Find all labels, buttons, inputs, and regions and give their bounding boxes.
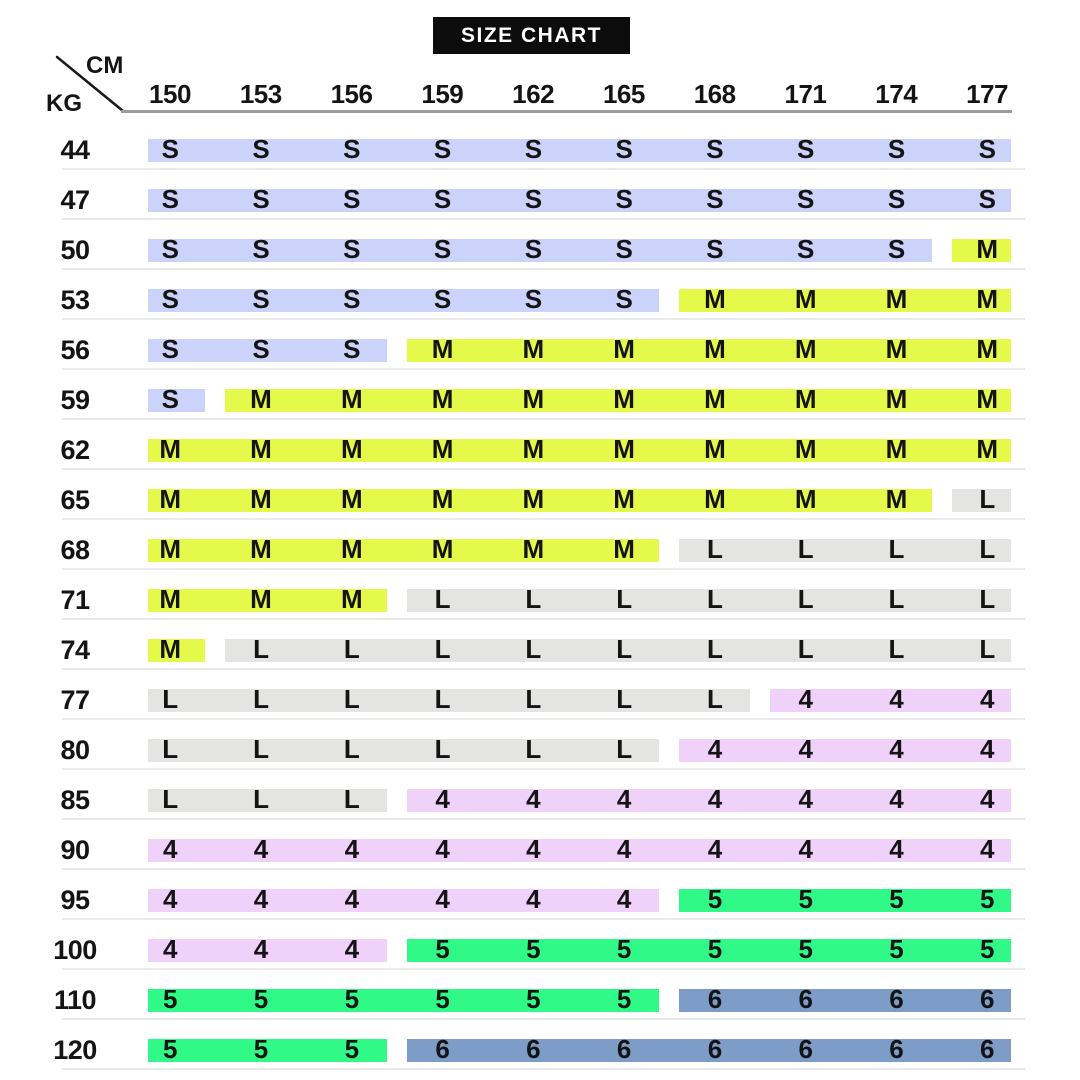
height-header-159: 159 <box>421 79 464 109</box>
size-cell: S <box>615 284 633 314</box>
size-cell: 6 <box>707 1034 722 1064</box>
size-cell: L <box>434 584 451 614</box>
size-cell: M <box>613 434 635 464</box>
size-cell: S <box>433 184 451 214</box>
size-row-53 <box>0 275 1080 325</box>
size-cell: S <box>887 234 905 264</box>
size-cell: M <box>159 584 181 614</box>
kg-label: 68 <box>60 535 90 565</box>
size-cell: 5 <box>435 934 450 964</box>
size-cell: 6 <box>980 984 994 1014</box>
size-cell: S <box>524 284 542 314</box>
size-cell: 4 <box>798 784 813 814</box>
size-cell: M <box>340 484 363 514</box>
size-cell: S <box>161 334 179 364</box>
size-cell: M <box>704 484 726 514</box>
size-row-47 <box>0 175 1080 225</box>
size-cell: L <box>343 684 360 714</box>
size-cell: S <box>252 284 270 314</box>
size-cell: L <box>253 634 269 664</box>
size-cell: 5 <box>163 984 177 1014</box>
size-cell: S <box>524 134 542 164</box>
kg-label: 77 <box>60 685 90 715</box>
kg-label: 62 <box>60 435 90 465</box>
size-cell: S <box>343 284 360 314</box>
size-cell: M <box>794 434 817 464</box>
size-cell: 4 <box>253 884 268 914</box>
size-row-44 <box>0 125 1080 175</box>
size-cell: S <box>524 184 542 214</box>
size-cell: L <box>888 534 904 564</box>
size-cell: 4 <box>798 834 813 864</box>
size-row-56 <box>0 325 1080 375</box>
size-cell: L <box>434 684 451 714</box>
size-cell: L <box>525 684 541 714</box>
size-cell: 5 <box>889 934 904 964</box>
size-cell: 4 <box>163 834 177 864</box>
size-cell: 5 <box>616 984 631 1014</box>
size-cell: 4 <box>344 934 359 964</box>
size-cell: S <box>615 234 633 264</box>
size-cell: 4 <box>163 884 177 914</box>
size-cell: 5 <box>253 1034 268 1064</box>
size-cell: 4 <box>616 834 631 864</box>
size-cell: 6 <box>980 1034 994 1064</box>
size-cell: M <box>522 334 544 364</box>
size-cell: 4 <box>435 784 450 814</box>
size-cell: M <box>431 334 453 364</box>
kg-label: 74 <box>60 635 90 665</box>
size-cell: 6 <box>889 984 904 1014</box>
height-header-177: 177 <box>966 79 1008 109</box>
size-cell: S <box>706 134 724 164</box>
size-cell: M <box>976 434 998 464</box>
size-cell: 4 <box>616 884 631 914</box>
size-cell: L <box>797 584 814 614</box>
size-cell: 6 <box>616 1034 631 1064</box>
size-cell: 4 <box>344 884 359 914</box>
size-cell: 4 <box>526 834 541 864</box>
kg-label: 44 <box>60 135 90 165</box>
size-cell: M <box>159 634 181 664</box>
size-cell: M <box>613 334 635 364</box>
size-cell: M <box>794 484 817 514</box>
size-cell: L <box>706 584 723 614</box>
size-cell: L <box>343 734 360 764</box>
size-table-body <box>0 125 1080 1075</box>
kg-label: 110 <box>53 985 97 1015</box>
size-cell: 4 <box>980 734 994 764</box>
size-cell: 5 <box>163 1034 177 1064</box>
size-cell: 4 <box>707 734 722 764</box>
size-cell: S <box>252 134 270 164</box>
kg-label: 120 <box>53 1035 97 1065</box>
height-header-162: 162 <box>512 79 555 109</box>
size-cell: 5 <box>526 984 541 1014</box>
size-cell: M <box>976 384 998 414</box>
size-cell: S <box>797 234 814 264</box>
size-cell: L <box>979 534 995 564</box>
size-row-71 <box>0 575 1080 625</box>
size-cell: 5 <box>980 884 994 914</box>
size-cell: 6 <box>435 1034 450 1064</box>
chart-title: SIZE CHART <box>461 23 602 47</box>
size-cell: 4 <box>980 834 994 864</box>
size-row-90 <box>0 825 1080 875</box>
size-cell: L <box>797 534 814 564</box>
size-cell: 5 <box>616 934 631 964</box>
chart-title-box <box>433 17 630 54</box>
size-cell: 4 <box>163 934 177 964</box>
size-cell: 5 <box>980 934 994 964</box>
size-row-74 <box>0 625 1080 675</box>
size-cell: M <box>159 534 181 564</box>
size-cell: M <box>431 434 453 464</box>
kg-label: 56 <box>60 335 90 365</box>
size-cell: 4 <box>980 684 994 714</box>
size-cell: S <box>161 184 179 214</box>
size-cell: 5 <box>798 934 813 964</box>
size-cell: M <box>885 384 907 414</box>
size-cell: 4 <box>889 834 904 864</box>
size-cell: M <box>704 384 726 414</box>
size-cell: S <box>343 234 360 264</box>
size-cell: 4 <box>980 784 994 814</box>
size-cell: M <box>613 484 635 514</box>
height-header-150: 150 <box>149 79 191 109</box>
size-cell: L <box>616 584 632 614</box>
size-cell: L <box>525 734 541 764</box>
size-cell: 6 <box>798 984 813 1014</box>
size-cell: M <box>613 384 635 414</box>
size-cell: L <box>797 634 814 664</box>
size-cell: S <box>887 184 905 214</box>
size-cell: L <box>162 784 178 814</box>
column-axis-label: CM <box>86 52 124 79</box>
height-header-165: 165 <box>602 79 645 109</box>
size-cell: 4 <box>889 734 904 764</box>
size-cell: S <box>252 184 270 214</box>
size-cell: 4 <box>526 784 541 814</box>
size-cell: S <box>252 334 270 364</box>
size-cell: 5 <box>798 884 813 914</box>
size-cell: 4 <box>798 684 813 714</box>
height-header-174: 174 <box>875 79 918 109</box>
size-cell: M <box>613 534 635 564</box>
size-cell: M <box>250 484 272 514</box>
size-cell: L <box>979 584 995 614</box>
size-cell: M <box>704 334 726 364</box>
kg-label: 47 <box>60 185 90 215</box>
size-cell: S <box>161 234 179 264</box>
size-cell: 4 <box>435 834 450 864</box>
size-cell: L <box>253 684 269 714</box>
size-cell: L <box>888 584 904 614</box>
size-cell: M <box>976 284 998 314</box>
size-row-110 <box>0 975 1080 1025</box>
size-cell: L <box>253 734 269 764</box>
size-cell: 5 <box>344 984 359 1014</box>
size-cell: S <box>797 184 814 214</box>
size-cell: L <box>525 584 541 614</box>
size-cell: M <box>704 434 726 464</box>
size-row-62 <box>0 425 1080 475</box>
size-cell: L <box>706 684 723 714</box>
size-cell: S <box>252 234 270 264</box>
size-cell: S <box>343 184 360 214</box>
size-cell: S <box>615 134 633 164</box>
size-cell: 4 <box>616 784 631 814</box>
size-cell: M <box>431 384 453 414</box>
size-cell: 5 <box>526 934 541 964</box>
kg-label: 90 <box>60 835 90 865</box>
size-cell: M <box>159 484 181 514</box>
size-cell: M <box>522 384 544 414</box>
size-cell: L <box>525 634 541 664</box>
size-cell: 4 <box>253 834 268 864</box>
size-cell: L <box>434 634 451 664</box>
size-cell: L <box>616 734 632 764</box>
size-cell: 5 <box>707 884 722 914</box>
size-cell: S <box>433 284 451 314</box>
size-cell: M <box>250 384 272 414</box>
size-cell: M <box>885 284 907 314</box>
size-cell: 5 <box>435 984 450 1014</box>
size-cell: M <box>250 434 272 464</box>
size-cell: 4 <box>707 834 722 864</box>
kg-label: 59 <box>60 385 90 415</box>
size-cell: L <box>434 734 451 764</box>
size-row-120 <box>0 1025 1080 1075</box>
size-cell: M <box>250 534 272 564</box>
size-cell: L <box>888 634 904 664</box>
size-cell: L <box>616 634 632 664</box>
size-cell: S <box>161 384 179 414</box>
size-cell: S <box>433 134 451 164</box>
size-cell: 4 <box>435 884 450 914</box>
size-cell: 4 <box>889 684 904 714</box>
size-cell: 6 <box>707 984 722 1014</box>
size-cell: 4 <box>798 734 813 764</box>
height-header-153: 153 <box>239 79 282 109</box>
size-cell: M <box>522 434 544 464</box>
size-cell: L <box>616 684 632 714</box>
size-cell: L <box>706 634 723 664</box>
kg-label: 100 <box>53 935 97 965</box>
size-cell: 5 <box>253 984 268 1014</box>
size-cell: M <box>431 484 453 514</box>
size-cell: S <box>433 234 451 264</box>
size-row-85 <box>0 775 1080 825</box>
size-cell: 4 <box>889 784 904 814</box>
size-cell: L <box>979 484 995 514</box>
size-cell: M <box>340 584 363 614</box>
size-cell: M <box>704 284 726 314</box>
size-cell: S <box>343 134 360 164</box>
size-cell: M <box>885 334 907 364</box>
size-cell: 4 <box>526 884 541 914</box>
size-cell: M <box>794 284 817 314</box>
size-row-68 <box>0 525 1080 575</box>
size-cell: 5 <box>707 934 722 964</box>
size-row-100 <box>0 925 1080 975</box>
size-cell: M <box>794 384 817 414</box>
size-cell: M <box>522 484 544 514</box>
size-cell: L <box>343 784 360 814</box>
height-header-168: 168 <box>693 79 736 109</box>
size-cell: M <box>340 434 363 464</box>
size-row-95 <box>0 875 1080 925</box>
size-cell: 4 <box>344 834 359 864</box>
size-cell: S <box>978 134 996 164</box>
size-cell: L <box>979 634 995 664</box>
size-cell: S <box>615 184 633 214</box>
size-cell: S <box>343 334 360 364</box>
size-cell: 4 <box>253 934 268 964</box>
size-row-59 <box>0 375 1080 425</box>
header-underline <box>121 110 1012 113</box>
kg-label: 71 <box>60 585 90 615</box>
size-cell: M <box>431 534 453 564</box>
height-header-171: 171 <box>784 79 827 109</box>
size-row-77 <box>0 675 1080 725</box>
kg-label: 53 <box>60 285 90 315</box>
size-cell: M <box>340 384 363 414</box>
row-axis-label: KG <box>46 90 82 117</box>
size-cell: S <box>887 134 905 164</box>
size-cell: 6 <box>889 1034 904 1064</box>
size-cell: L <box>162 684 178 714</box>
size-cell: 4 <box>707 784 722 814</box>
size-cell: M <box>250 584 272 614</box>
size-cell: M <box>976 234 998 264</box>
size-cell: M <box>976 334 998 364</box>
size-cell: 6 <box>798 1034 813 1064</box>
kg-label: 65 <box>60 485 90 515</box>
size-cell: 5 <box>889 884 904 914</box>
size-cell: S <box>978 184 996 214</box>
size-cell: M <box>522 534 544 564</box>
size-cell: S <box>797 134 814 164</box>
size-cell: L <box>162 734 178 764</box>
size-cell: S <box>161 134 179 164</box>
size-cell: S <box>161 284 179 314</box>
size-row-50 <box>0 225 1080 275</box>
size-cell: 6 <box>526 1034 541 1064</box>
size-row-65 <box>0 475 1080 525</box>
size-cell: L <box>706 534 723 564</box>
size-cell: M <box>340 534 363 564</box>
size-cell: S <box>706 184 724 214</box>
height-header-156: 156 <box>330 79 373 109</box>
kg-label: 95 <box>60 885 90 915</box>
kg-label: 85 <box>60 785 90 815</box>
size-cell: M <box>885 484 907 514</box>
kg-label: 80 <box>60 735 90 765</box>
kg-label: 50 <box>60 235 90 265</box>
size-cell: M <box>159 434 181 464</box>
size-cell: M <box>794 334 817 364</box>
size-cell: L <box>253 784 269 814</box>
size-cell: L <box>343 634 360 664</box>
size-cell: M <box>885 434 907 464</box>
size-row-80 <box>0 725 1080 775</box>
size-cell: 5 <box>344 1034 359 1064</box>
size-cell: S <box>706 234 724 264</box>
size-cell: S <box>524 234 542 264</box>
